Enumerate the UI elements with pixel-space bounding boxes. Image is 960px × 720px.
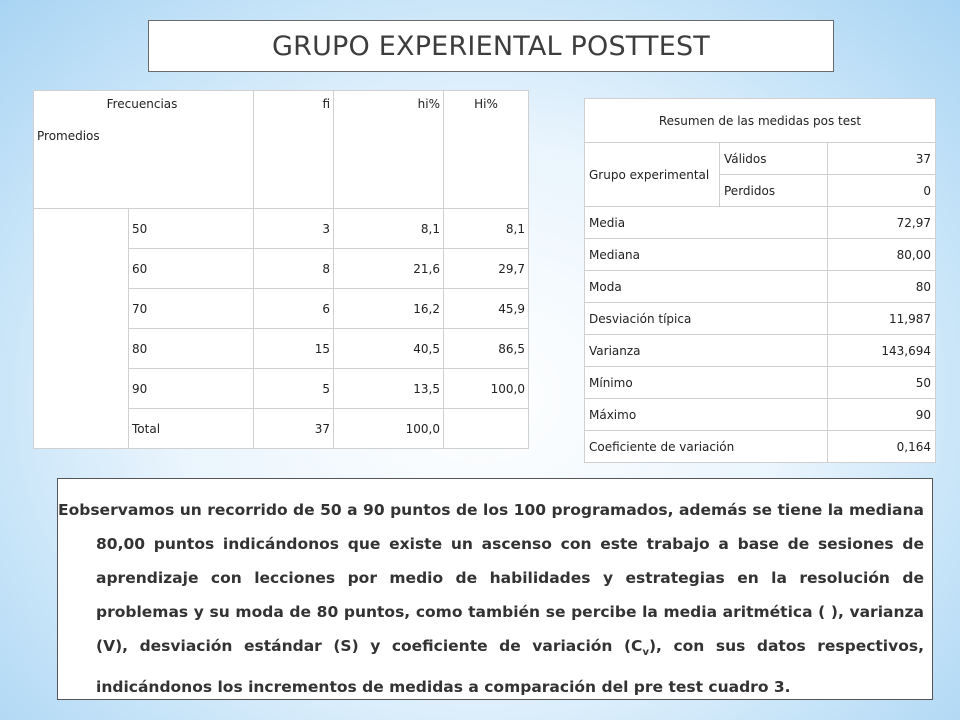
header-fi: fi — [254, 91, 334, 209]
stat-row — [585, 399, 936, 431]
cell-promedio: 60 — [129, 249, 254, 289]
stat-value: 80 — [828, 271, 936, 303]
cell-hi: 8,1 — [334, 209, 444, 249]
frequency-table — [33, 90, 529, 449]
stat-row — [585, 207, 936, 239]
stat-row — [585, 431, 936, 463]
frequency-table-header — [34, 91, 529, 209]
stat-value: 143,694 — [828, 335, 936, 367]
cell-hi: 16,2 — [334, 289, 444, 329]
stat-label: Mínimo — [585, 367, 828, 399]
cell-hi: 40,5 — [334, 329, 444, 369]
cell-fi: 6 — [254, 289, 334, 329]
stat-row — [585, 335, 936, 367]
header-frecuencias: Frecuencias — [106, 97, 178, 111]
stat-value: 0,164 — [828, 431, 936, 463]
stat-label: Coeficiente de variación — [585, 431, 828, 463]
title-box — [148, 20, 834, 72]
validos-value: 37 — [828, 143, 936, 175]
cell-promedio: 90 — [129, 369, 254, 409]
stat-row — [585, 303, 936, 335]
stat-value: 72,97 — [828, 207, 936, 239]
stat-label: Máximo — [585, 399, 828, 431]
cell-fi: 3 — [254, 209, 334, 249]
cell-promedio: 70 — [129, 289, 254, 329]
cell-total-hi: 100,0 — [334, 409, 444, 449]
stat-row — [585, 271, 936, 303]
stat-label: Media — [585, 207, 828, 239]
cell-promedio: 80 — [129, 329, 254, 369]
summary-table — [584, 98, 936, 463]
paragraph-subscript: v — [642, 647, 649, 659]
stat-row — [585, 367, 936, 399]
cell-hi: 13,5 — [334, 369, 444, 409]
perdidos-label: Perdidos — [720, 175, 828, 207]
paragraph-part1: Eobservamos un recorrido de 50 a 90 puntos de los 100 programados, además se tiene la mediana 80,00 puntos indicándonos que existe un ascenso con este trabajo a base de sesiones de aprendizaje con lecciones por medio de habilidades y estrategias en la resolución de problemas y su moda de 80 puntos, como también se percibe la media aritmética ( ), varianza (V), desviación estándar (S) y coeficiente de variación (C — [58, 501, 924, 655]
summary-title: Resumen de las medidas pos test — [585, 99, 936, 143]
stat-value: 90 — [828, 399, 936, 431]
cell-fi: 5 — [254, 369, 334, 409]
cell-Hi: 8,1 — [444, 209, 529, 249]
validos-label: Válidos — [720, 143, 828, 175]
page-title: GRUPO EXPERIENTAL POSTTEST — [271, 30, 710, 62]
stat-label: Mediana — [585, 239, 828, 271]
analysis-paragraph — [58, 493, 924, 704]
paragraph-part2: ), con sus datos respectivos, indicándonos los incrementos de medidas a comparación del pre test cuadro 3. — [96, 637, 924, 697]
cell-fi: 15 — [254, 329, 334, 369]
stat-value: 11,987 — [828, 303, 936, 335]
cell-total-fi: 37 — [254, 409, 334, 449]
cell-Hi: 86,5 — [444, 329, 529, 369]
cell-promedio: 50 — [129, 209, 254, 249]
perdidos-value: 0 — [828, 175, 936, 207]
stat-value: 50 — [828, 367, 936, 399]
cell-Hi: 45,9 — [444, 289, 529, 329]
table-row — [34, 209, 529, 249]
analysis-text-box — [57, 478, 933, 700]
group-label: Grupo experimental — [585, 143, 720, 207]
stat-value: 80,00 — [828, 239, 936, 271]
header-hi: hi% — [334, 91, 444, 209]
stat-label: Varianza — [585, 335, 828, 367]
header-frecuencias-promedios — [34, 91, 254, 209]
cell-hi: 21,6 — [334, 249, 444, 289]
cell-fi: 8 — [254, 249, 334, 289]
cell-Hi: 29,7 — [444, 249, 529, 289]
cell-total-label: Total — [129, 409, 254, 449]
cell-Hi: 100,0 — [444, 369, 529, 409]
empty-cell — [34, 209, 129, 449]
stat-row — [585, 239, 936, 271]
stat-label: Moda — [585, 271, 828, 303]
header-promedios: Promedios — [37, 129, 100, 143]
header-Hi: Hi% — [444, 91, 529, 209]
stat-label: Desviación típica — [585, 303, 828, 335]
cell-total-Hi — [444, 409, 529, 449]
